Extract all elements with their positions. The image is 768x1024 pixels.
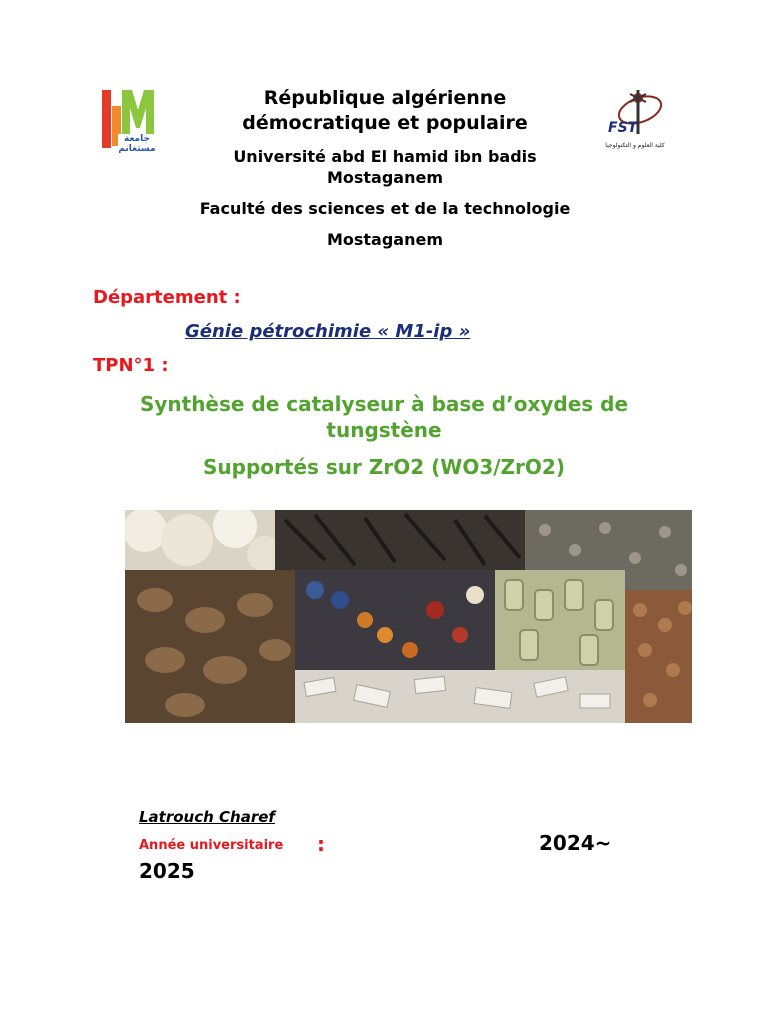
fst-logo-text: FST	[608, 120, 638, 136]
header-university-line1: Université abd El hamid ibn badis	[233, 147, 537, 166]
tp-title-line2: tungstène	[326, 418, 442, 442]
fst-logo-subtext: كلية العلوم و التكنولوجيا	[605, 142, 665, 149]
department-label: Département :	[93, 287, 241, 308]
department-name: Génie pétrochimie « M1-ip »	[185, 321, 471, 342]
header-faculty: Faculté des sciences et de la technologie	[199, 199, 571, 218]
tp-label: TPN°1 :	[93, 355, 169, 376]
year-start: 2024~	[539, 831, 612, 855]
year-label: Année universitaire	[139, 838, 284, 853]
year-end: 2025	[139, 859, 195, 883]
university-logo	[98, 84, 158, 156]
catalyst-photo	[125, 510, 692, 723]
university-logo-text: جامعة مستغانم	[118, 134, 156, 154]
year-colon: :	[317, 832, 325, 856]
header-city: Mostaganem	[326, 230, 444, 249]
header-republic-line1: République algérienne	[263, 87, 507, 109]
tp-title-line3: Supportés sur ZrO2 (WO3/ZrO2)	[203, 455, 565, 479]
author-name: Latrouch Charef	[139, 808, 275, 826]
header-republic-line2: démocratique et populaire	[242, 112, 528, 134]
header-university-line2: Mostaganem	[326, 168, 444, 187]
tp-title-line1: Synthèse de catalyseur à base d’oxydes de	[139, 392, 629, 416]
